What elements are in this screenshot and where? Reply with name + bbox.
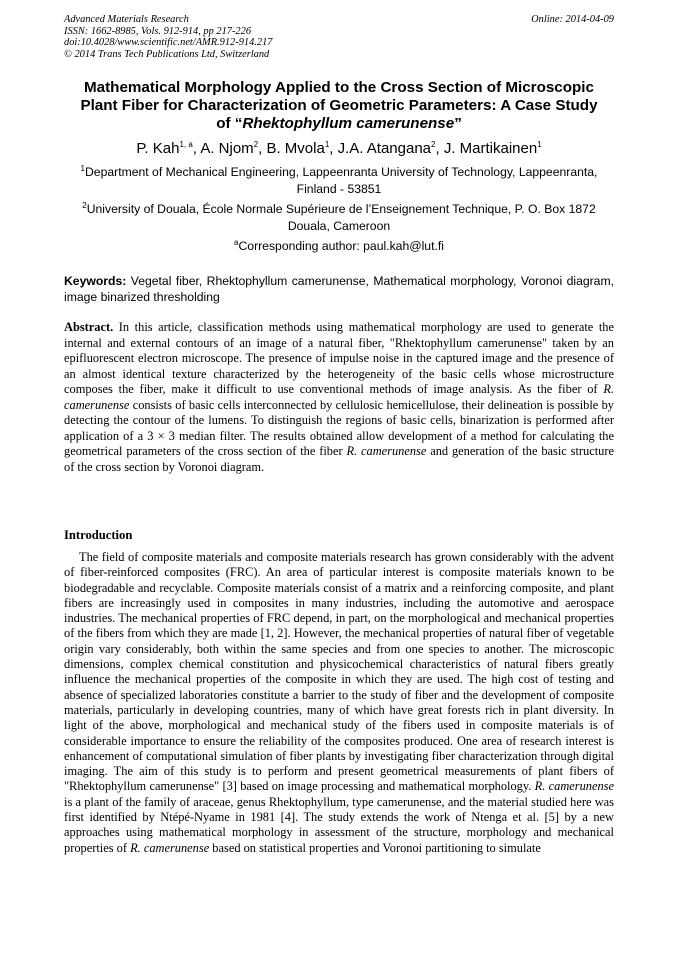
issn-line: ISSN: 1662-8985, Vols. 912-914, pp 217-226 (64, 25, 252, 37)
affiliation-2: $^2$University of Douala, École Normale Supérieure de l’Enseignement Technique, P. O. Box 1872 Douala, Cameroon (82, 200, 596, 233)
keywords-text: Vegetal fiber, Rhektophyllum camerunense, Mathematical morphology, Voronoi diagram, image binarized thresholding (64, 274, 614, 305)
abstract: Abstract. In this article, classification methods using mathematical morphology are used to generate the internal and external contours of an image of a natural fiber, "Rhektophyllum camerunense" taken by an epifluorescent electron microscope. The presence of impulse noise in the captured image and the presence of an almost identical texture characterized by the heterogeneity of the basic cells whose microstructure composes the fiber, make it difficult to use conventional methods of image analysis. As the fiber of R. camerunense consists of basic cells interconnected by cellulosic hemicellulose, their delineation is possible by detecting the contour of the lumens. To distinguish the regions of basic cells, binarization is performed after application of a 3 × 3 median filter. The results obtained allow development of a method for calculating the geometrical parameters of the cross section of the fiber R. camerunense and generation of the basic structure of the cross section by Voronoi diagram. (64, 320, 614, 474)
title-line-2: Plant Fiber for Characterization of Geometric Parameters: A Case Study (80, 97, 598, 114)
author-list (50, 139, 628, 159)
paper-title (50, 79, 628, 133)
online-date: Online: 2014-04-09 (531, 14, 614, 25)
species-name: Rhektophyllum camerunense (242, 115, 455, 132)
section-heading: Introduction (64, 528, 133, 542)
author: P. Kah$^{1, a}$, (136, 140, 201, 157)
copyright-line: © 2014 Trans Tech Publications Ltd, Switzerland (64, 48, 270, 60)
author: A. Njom$^2$, (200, 140, 267, 157)
title-line-1: Mathematical Morphology Applied to the Cross Section of Microscopic (84, 79, 594, 96)
page-header (64, 14, 614, 60)
title-line-3 (50, 115, 628, 133)
title-prefix: of “ (216, 115, 243, 132)
author: B. Mvola$^1$, (266, 140, 338, 157)
abstract-label: Abstract. (64, 320, 114, 334)
introduction-paragraph: The field of composite materials and composite materials research has grown considerably with the advent of fiber-reinforced composites (FRC). An area of particular interest is composite materials known to be biodegradable and recyclable. Composite materials consist of a matrix and a reinforcing composite, and plant fibers are increasingly used in composites in many industries, including the automotive and aerospace industries. The mechanical properties of FRC depend, in part, on the morphological and mechanical properties of the fibers from which they are made [1, 2]. However, the mechanical properties of natural fiber of vegetable origin vary considerably, both within the same species and from one species to another. The microscopic dimensions, complex chemical constitution and physicochemical characteristics of natural fibers greatly influence the mechanical properties of the composite in which they are used. The high cost of testing and absence of specialized laboratories constitute a barrier to the study of fiber and the development of composite materials, particularly in developing countries, many of which have great forests rich in plant diversity. In light of the above, morphological and mechanical study of the fibers used in composite materials is of considerable importance to ensure the reliability of the composites produced. One area of research interest is enhancement of computational simulation of fiber plants by investigating fiber characterization through digital imaging. The aim of this study is to perform and present geometrical measurements of plant fibers of "Rhektophyllum camerunense" [3] based on image processing and mathematical morphology. R. camerunense is a plant of the family of araceae, genus Rhektophyllum, type camerunense, and the material studied here was first identified by Ntépé-Nyame in 1981 [4]. The study extends the work of Ntenga et al. [5] by a new approaches using mathematical morphology in assessment of the structure, morphology and mechanical properties of R. camerunense based on statistical properties and Voronoi partitioning to simulate (64, 550, 615, 855)
author: J.A. Atangana$^2$, (337, 140, 444, 157)
doi-line: doi:10.4028/www.scientific.net/AMR.912-914.217 (64, 37, 273, 49)
affiliation-1: $^1$Department of Mechanical Engineering, Lappeenranta University of Technology, Lappeenranta, Finland - 53851 (80, 163, 598, 196)
keywords (64, 273, 614, 306)
keywords-label: Keywords: (64, 274, 127, 288)
corresponding-author: $^a$Corresponding author: paul.kah@lut.fi (234, 237, 444, 253)
author: J. Martikainen$^1$ (443, 140, 542, 157)
title-suffix: ” (454, 115, 462, 132)
journal-name: Advanced Materials Research (64, 14, 189, 25)
